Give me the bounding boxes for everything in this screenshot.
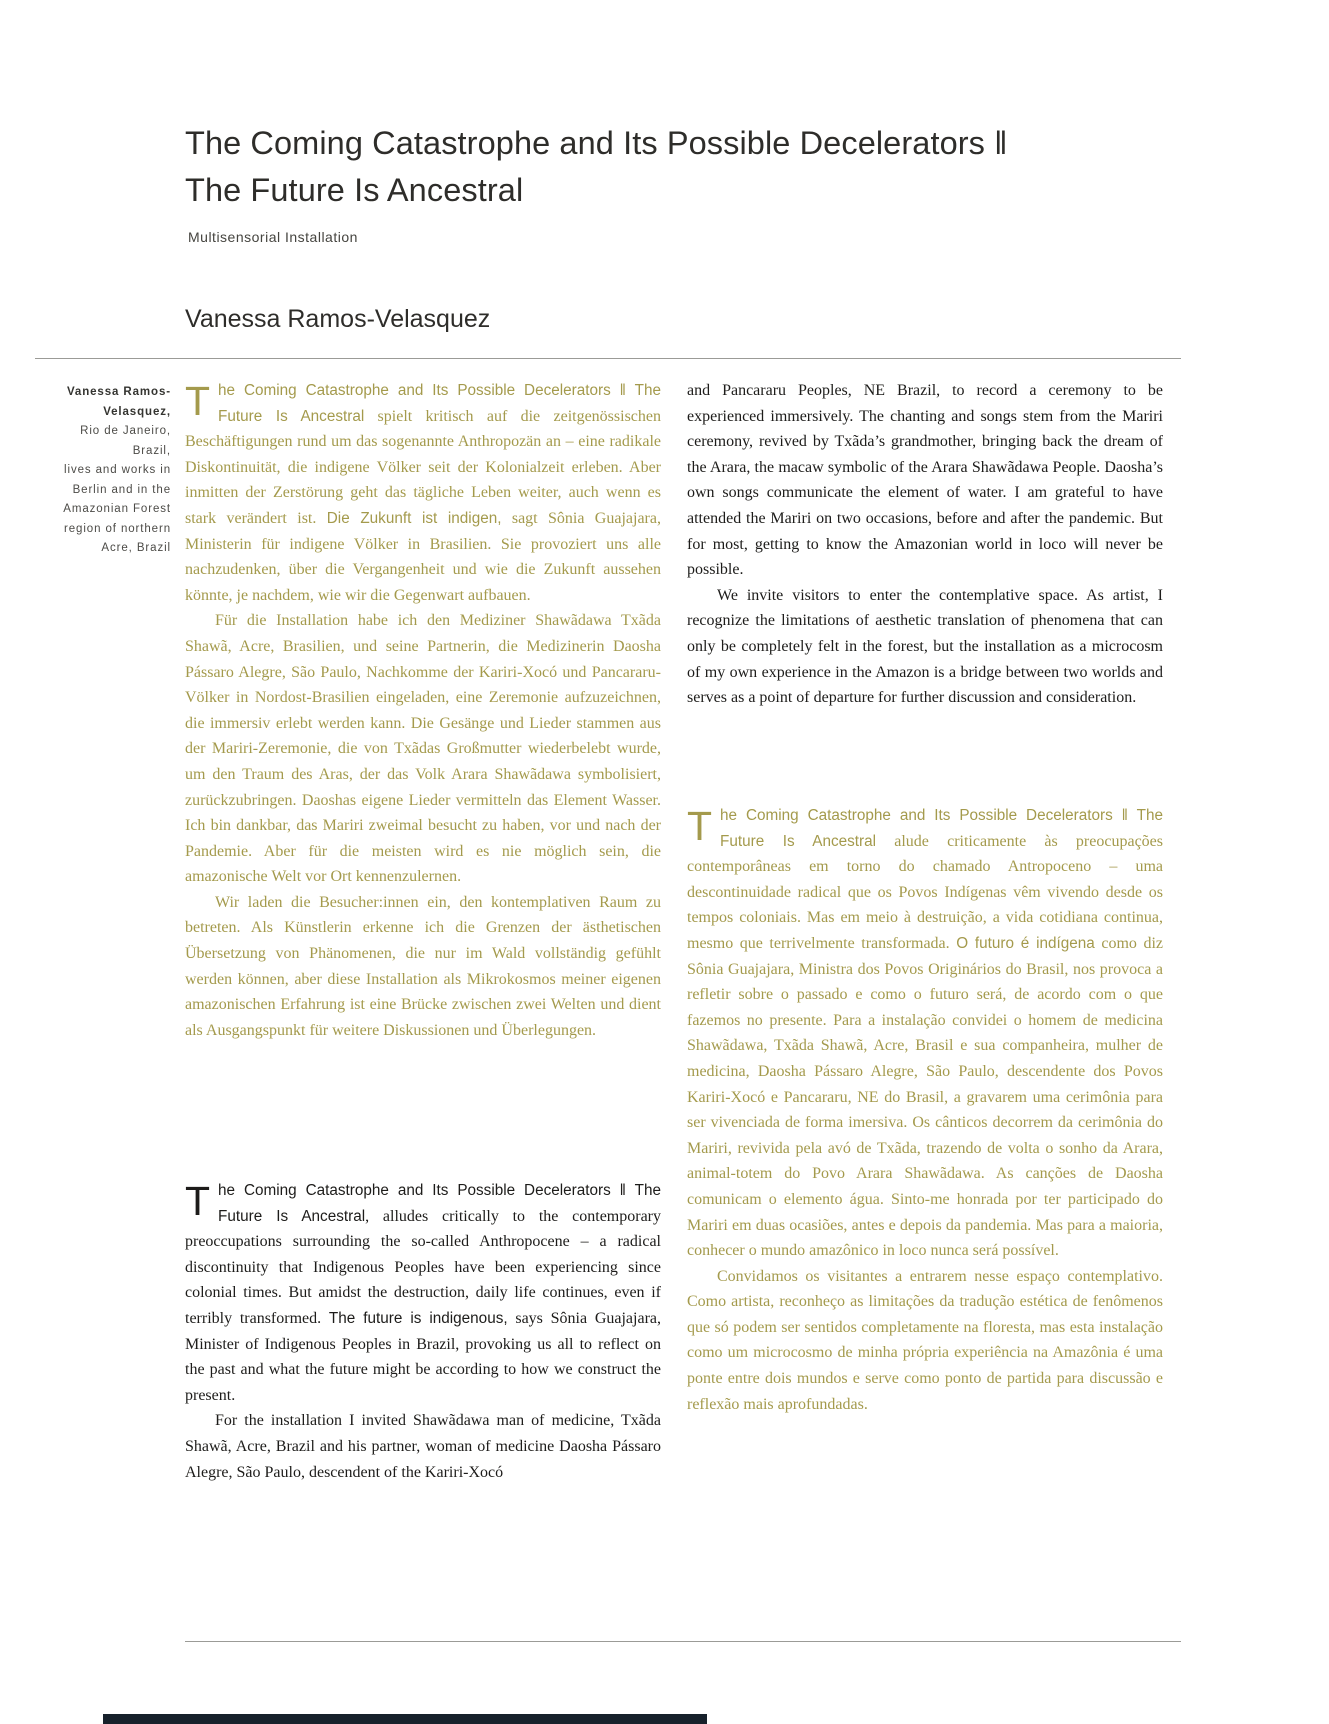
text-run: Für die Installation habe ich den Mediziner Shawãdawa Txãda Shawã, Acre, Brasilien, und seine Partnerin, die Medizinerin Daosha Pássaro Alegre, São Paulo, Nachkomme der Kariri-Xocó und Pancararu-Völker in Nordost-Brasilien eingeladen, eine Zeremonie aufzuzeichnen, die immersiv erlebt werden kann. Die Gesänge und Lieder stammen aus der Mariri-Zeremonie, die von Txãdas Großmutter wiederbelebt wurde, um den Traum des Aras, der das Volk Arara Shawãdawa symbolisiert, zurückzubringen. Daoshas eigene Lieder vermitteln das Element Wasser. Ich bin dankbar, das Mariri zweimal besucht zu haben, vor und nach der Pandemie. Aber für die meisten wird es nie möglich sein, die amazonische Welt vor Ort kennenzulernen. <box>185 612 661 886</box>
work-medium-subtitle: Multisensorial Installation <box>188 229 358 245</box>
text-run: he Coming Catastrophe and Its Possible Decelerators ‖ The Future Is Ancestral <box>720 807 1163 850</box>
page-title <box>185 120 1008 214</box>
artist-credit-line: lives and works in <box>64 464 171 476</box>
artist-credit-line: Brazil, <box>132 444 171 457</box>
paragraph <box>687 1264 1163 1418</box>
text-run: alude criticamente às preocupações contemporâneas em torno do chamado Antropoceno – uma descontinuidade radical que os Povos Indígenas vêm vivendo desde os tempos coloniais. Mas em meio à destruição, a vida cotidiana continua, mesmo que terrivelmente transformada. <box>687 832 1163 952</box>
text-run: O futuro é indígena <box>956 934 1095 952</box>
paragraph <box>185 1408 661 1485</box>
text-run: T <box>185 1178 211 1224</box>
text-run: he Coming Catastrophe and Its Possible Decelerators ‖ The Future Is Ancestral <box>218 382 661 425</box>
text-run: sagt Sônia Guajajara, Ministerin für indigene Völker in Brasilien. Sie provoziert uns alle nachzudenken, über die Vergangenheit und wie die Zukunft aussehen könnte, je nachdem, wie wir die Gegenwart aufbauen. <box>185 509 661 604</box>
paragraph <box>185 378 661 608</box>
text-run: he Coming Catastrophe and Its Possible Decelerators ‖ The Future Is Ancestral <box>218 1182 661 1225</box>
english-text-block-left <box>185 1178 661 1485</box>
text-run: Wir laden die Besucher:innen ein, den kontemplativen Raum zu betreten. Als Künstlerin erkenne ich die Grenzen der ästhetischen Übersetzung von Phänomenen, die nur im Wald vollständig gefühlt werden können, aber diese Installation als Mikrokosmos meiner eigenen amazonischen Erfahrung ist eine Brücke zwischen zwei Welten und dient als Ausgangspunkt für weitere Diskussionen und Überlegungen. <box>185 893 661 1039</box>
portuguese-text-block <box>687 803 1163 1417</box>
paragraph <box>185 1178 661 1408</box>
artist-credit-line: Vanessa Ramos- <box>66 386 171 398</box>
page-title-line1: The Coming Catastrophe and Its Possible Decelerators ‖ <box>185 125 1008 161</box>
english-text-block-right <box>687 378 1163 711</box>
artist-credit-line: Berlin and in the <box>72 483 171 496</box>
text-run: como diz Sônia Guajajara, Ministra dos Povos Originários do Brasil, nos provoca a refletir sobre o passado e como o futuro será, de acordo com o que fazemos no presente. Para a instalação convidei o homem de medicina Shawãdawa, Txãda Shawã, Acre, Brasil e sua companheira, mulher de medicina, Daosha Pássaro Alegre, São Paulo, descendente dos Povos Kariri-Xocó e Pancararu, NE do Brasil, a gravarem uma cerimônia para ser vivenciada de forma imersiva. Os cânticos decorrem da cerimônia do Mariri, revivida pela avó de Txãda, trazendo de volta o sonho da Arara, animal-totem do Povo Arara Shawãdawa. As canções de Daosha comunicam o elemento água. Sinto-me honrada por ter participado do Mariri em duas ocasiões, antes e depois da pandemia. Mas para a maioria, conhecer o mundo amazônico in loco nunca será possível. <box>687 934 1163 1260</box>
artist-credit-sidebar <box>35 383 171 559</box>
text-run: We invite visitors to enter the contemplative space. As artist, I recognize the limitations of aesthetic translation of phenomena that can only be completely felt in the forest, but the installation as a microcosm of my own experience in the Amazon is a bridge between two worlds and serves as a point of departure for further discussion and consideration. <box>687 586 1163 707</box>
text-run: For the installation I invited Shawãdawa man of medicine, Txãda Shawã, Acre, Brazil and his partner, woman of medicine Daosha Pássaro Alegre, São Paulo, descendent of the Kariri-Xocó <box>185 1412 661 1481</box>
text-run: T <box>687 803 713 849</box>
divider-top-rule <box>35 358 1181 359</box>
paragraph <box>687 583 1163 711</box>
artist-credit-line: region of northern <box>64 522 171 535</box>
artist-name-heading: Vanessa Ramos-Velasquez <box>185 305 491 333</box>
paragraph <box>687 378 1163 583</box>
text-run: Convidamos os visitantes a entrarem nesse espaço contemplativo. Como artista, reconheço as limitações da tradução estética de fenômenos que só podem ser sentidos completamente na floresta, mas esta instalação como um microcosmo de minha própria experiência na Amazônia é uma ponte entre dois mundos e serve como ponto de partida para discussão e reflexão mais aprofundadas. <box>687 1267 1163 1413</box>
paragraph <box>185 890 661 1044</box>
text-run: , alludes critically to the contemporary preoccupations surrounding the so-called Anthropocene – a radical discontinuity that Indigenous Peoples have been experiencing since colonial times. But amidst the destruction, daily life continues, even if terribly transformed. <box>185 1207 661 1327</box>
artist-credit-line: Velasquez, <box>103 405 171 418</box>
text-run: T <box>185 378 211 424</box>
text-run: and Pancararu Peoples, NE Brazil, to record a ceremony to be experienced immersively. The chanting and songs stem from the Mariri ceremony, revived by Txãda’s grandmother, bringing back the dream of the Arara, the macaw symbolic of the Arara Shawãdawa People. Daosha’s own songs communicate the element of water. I am grateful to have attended the Mariri on two occasions, before and after the pandemic. But for most, getting to know the Amazonian world in loco will never be possible. <box>687 382 1163 579</box>
artist-credit-line: Amazonian Forest <box>63 503 171 515</box>
page-title-line2: The Future Is Ancestral <box>185 172 524 208</box>
german-text-block <box>185 378 661 1043</box>
divider-bottom-rule <box>185 1641 1181 1642</box>
paragraph <box>185 608 661 890</box>
next-page-edge-graphic <box>103 1714 707 1724</box>
text-run: says Sônia Guajajara, Minister of Indigenous Peoples in Brazil, provoking us all to reflect on the past and what the future might be according to how we construct the present. <box>185 1309 661 1404</box>
artist-credit-line: Acre, Brazil <box>101 542 171 554</box>
text-run: The future is indigenous, <box>328 1309 508 1327</box>
paragraph <box>687 803 1163 1264</box>
text-run: spielt kritisch auf die zeitgenössischen Beschäftigungen rund um das sogenannte Anthropozän an – eine radikale Diskontinuität, die indigene Völker seit der Kolonialzeit erleben. Aber inmitten der Zerstörung geht das tägliche Leben weiter, auch wenn es stark verändert ist. <box>185 407 662 527</box>
text-run: Die Zukunft ist indigen, <box>326 509 502 527</box>
artist-credit-line: Rio de Janeiro, <box>80 425 171 437</box>
